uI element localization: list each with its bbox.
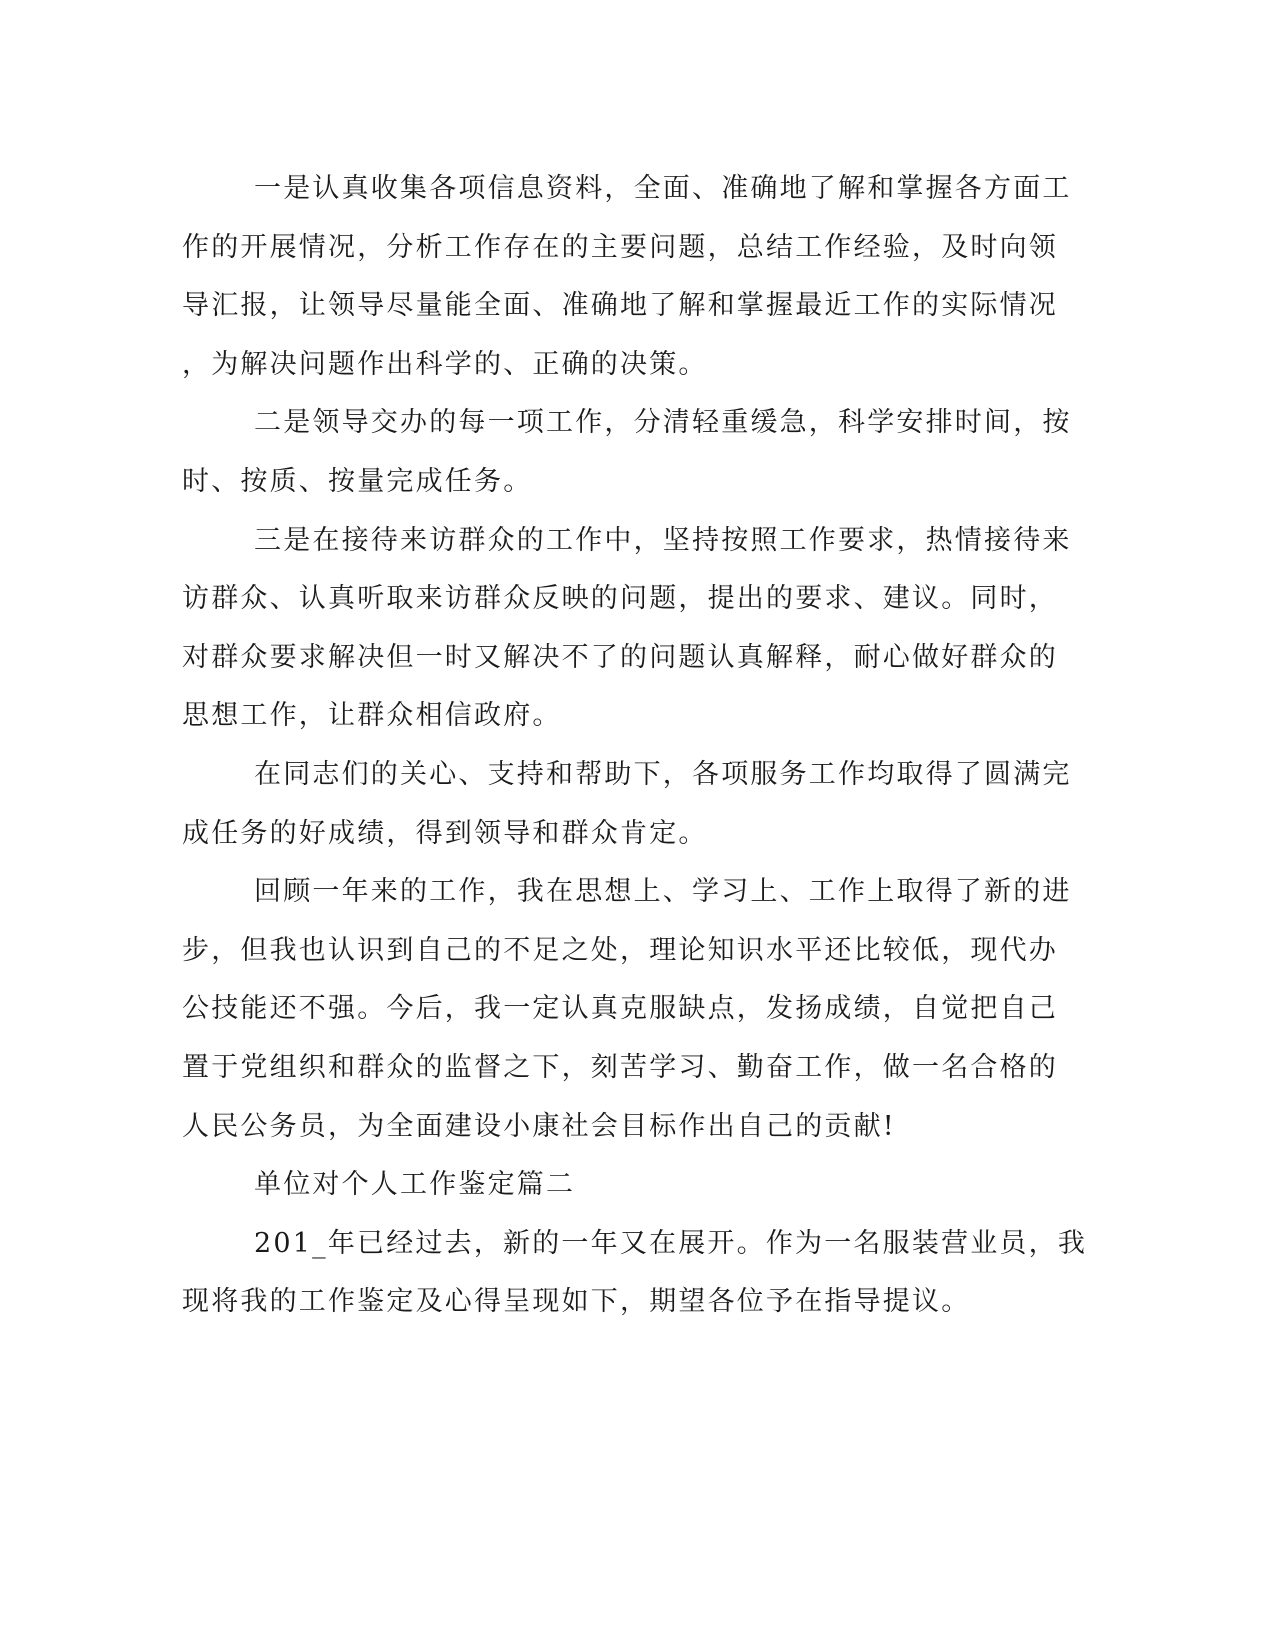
document-body xyxy=(182,160,1088,1332)
text-line: 作的开展情况，分析工作存在的主要问题，总结工作经验，及时向领 xyxy=(182,231,1058,263)
text-line: 访群众、认真听取来访群众反映的问题，提出的要求、建议。同时， xyxy=(182,583,1058,615)
paragraph-4 xyxy=(182,746,1072,863)
text-line: 对群众要求解决但一时又解决不了的问题认真解释，耐心做好群众的 xyxy=(182,641,1058,673)
section-title: 单位对个人工作鉴定篇二 xyxy=(254,1169,576,1201)
text-line: 思想工作，让群众相信政府。 xyxy=(182,700,562,732)
paragraph-6 xyxy=(182,1215,1088,1332)
paragraph-5 xyxy=(182,863,1072,1156)
text-line: 三是在接待来访群众的工作中，坚持按照工作要求，热情接待来 xyxy=(254,524,1072,556)
paragraph-2 xyxy=(182,394,1072,511)
text-line: 导汇报，让领导尽量能全面、准确地了解和掌握最近工作的实际情况 xyxy=(182,290,1058,322)
text-line: 现将我的工作鉴定及心得呈现如下，期望各位予在指导提议。 xyxy=(182,1286,971,1318)
text-line: 201_年已经过去，新的一年又在展开。作为一名服装营业员，我 xyxy=(254,1227,1088,1259)
text-line: 人民公务员，为全面建设小康社会目标作出自己的贡献! xyxy=(182,1110,896,1142)
text-line: ，为解决问题作出科学的、正确的决策。 xyxy=(182,348,708,380)
text-line: 步，但我也认识到自己的不足之处，理论知识水平还比较低，现代办 xyxy=(182,934,1058,966)
section-heading xyxy=(182,1156,1032,1215)
text-line: 置于党组织和群众的监督之下，刻苦学习、勤奋工作，做一名合格的 xyxy=(182,1051,1058,1083)
text-line: 二是领导交办的每一项工作，分清轻重缓急，科学安排时间，按 xyxy=(254,407,1072,439)
text-line: 在同志们的关心、支持和帮助下，各项服务工作均取得了圆满完 xyxy=(254,758,1072,790)
text-line: 成任务的好成绩，得到领导和群众肯定。 xyxy=(182,817,708,849)
text-line: 时、按质、按量完成任务。 xyxy=(182,465,533,497)
paragraph-1 xyxy=(182,160,1072,394)
text-line: 回顾一年来的工作，我在思想上、学习上、工作上取得了新的进 xyxy=(254,876,1072,908)
text-line: 一是认真收集各项信息资料，全面、准确地了解和掌握各方面工 xyxy=(254,173,1072,204)
text-line: 公技能还不强。今后，我一定认真克服缺点，发扬成绩，自觉把自己 xyxy=(182,993,1058,1025)
paragraph-3 xyxy=(182,512,1072,746)
